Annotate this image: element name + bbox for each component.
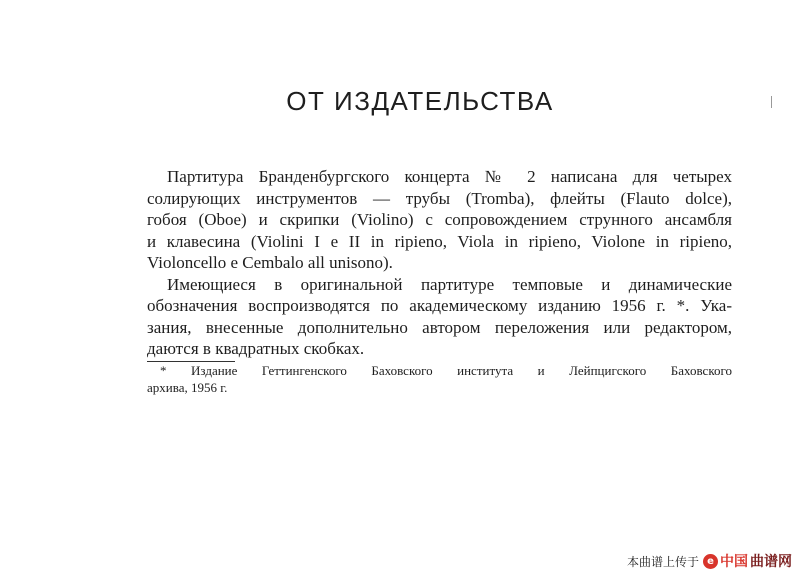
text-line: обозначения воспроизводятся по академическому изданию 1956 г. *. Ука- bbox=[147, 296, 732, 315]
body-text bbox=[147, 166, 732, 360]
text-line: зания, внесенные дополнительно автором переложения или редактором, bbox=[147, 317, 732, 337]
page-title: ОТ ИЗДАТЕЛЬСТВА bbox=[286, 86, 554, 116]
footnote bbox=[147, 362, 732, 396]
text-line: солирующих инструментов — трубы (Tromba), флейты (Flauto dolce), bbox=[147, 188, 732, 208]
site-watermark bbox=[627, 551, 792, 571]
footnote-line: архива, 1956 г. bbox=[147, 380, 228, 395]
watermark-text: 本曲谱上传于 bbox=[626, 554, 699, 569]
margin-mark-right bbox=[771, 96, 772, 108]
text-line: Партитура Бранденбургского концерта № 2 написана для четырех bbox=[167, 167, 732, 186]
paragraph-markings bbox=[147, 274, 732, 360]
footnote-line: * Издание Геттингенского Баховского института и Лейпцигского Баховского bbox=[160, 363, 732, 378]
text-line: и клавесина (Violini I е II in ripieno, Viola in ripieno, Violone in ripieno, bbox=[147, 231, 732, 251]
site-logo-icon: e bbox=[703, 554, 718, 569]
site-logo-text-dark: 曲谱网 bbox=[750, 554, 792, 570]
text-line: Имеющиеся в оригинальной партитуре темповые и динамические bbox=[167, 274, 732, 294]
paragraph-instruments bbox=[147, 166, 732, 274]
text-line: гобоя (Oboe) и скрипки (Violino) с сопровождением струнного ансамбля bbox=[147, 210, 732, 229]
site-logo bbox=[703, 551, 792, 571]
site-logo-text-red: 中国 bbox=[720, 554, 748, 570]
text-line: Violoncello е Cembalo all unisono). bbox=[147, 253, 393, 272]
text-line: даются в квадратных скобках. bbox=[147, 339, 365, 358]
